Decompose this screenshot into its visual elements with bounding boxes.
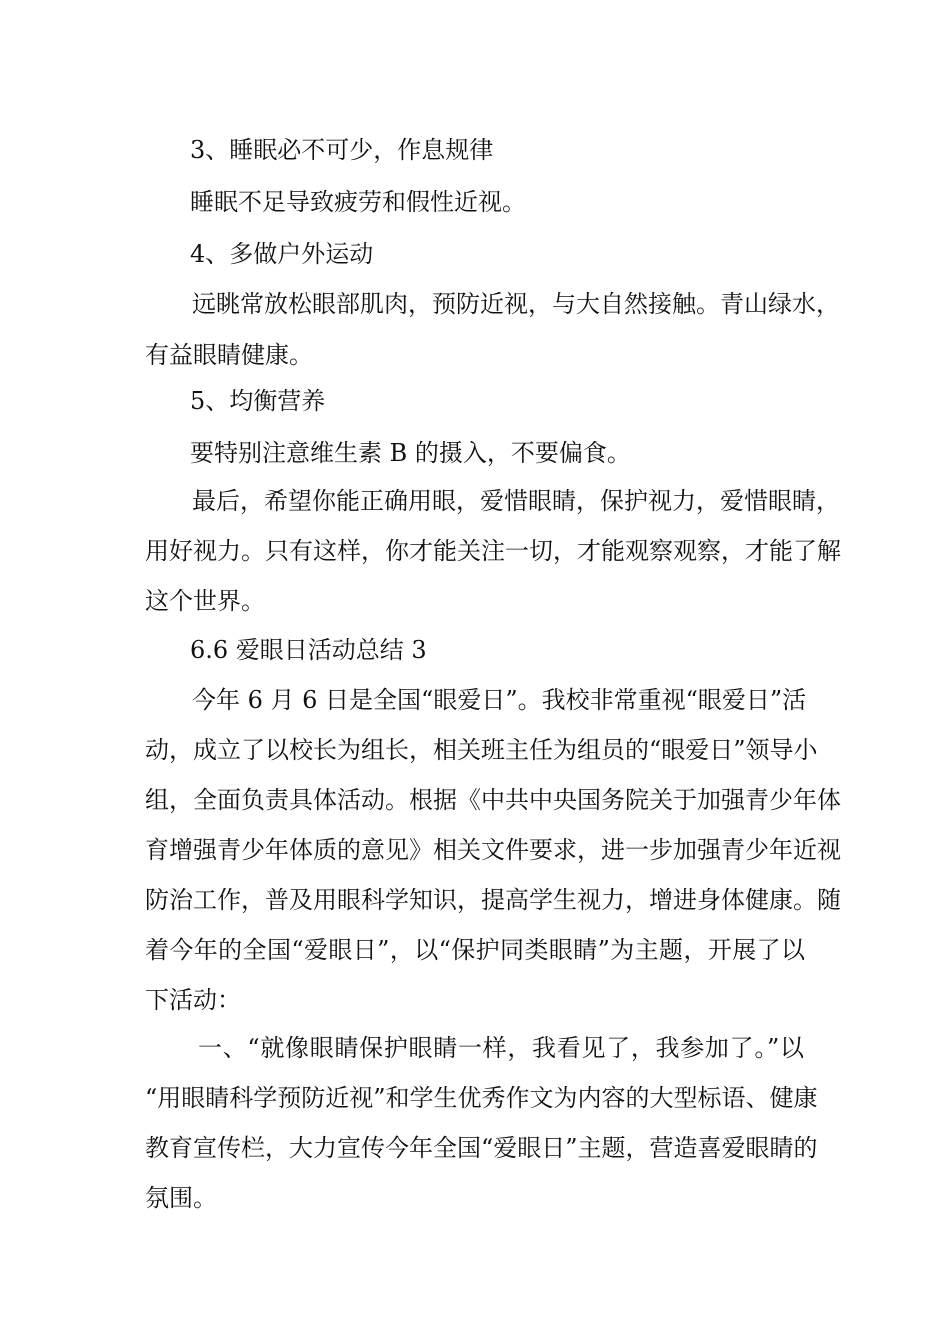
- paragraph-line: 下活动：: [145, 986, 241, 1014]
- paragraph-line: 着今年的全国“爱眼日”，以“保护同类眼睛”为主题，开展了以: [145, 936, 805, 964]
- paragraph-line: 要特别注意维生素 B 的摄入，不要偏食。: [190, 439, 631, 467]
- paragraph-line: 氛围。: [145, 1184, 217, 1212]
- heading-sleep: 3、睡眠必不可少，作息规律: [190, 136, 494, 164]
- paragraph-line: 一、“就像眼睛保护眼睛一样，我看见了，我参加了。”以: [198, 1034, 804, 1062]
- paragraph-line: 防治工作，普及用眼科学知识，提高学生视力，增进身体健康。随: [145, 886, 841, 914]
- paragraph-line: 教育宣传栏，大力宣传今年全国“爱眼日”主题，营造喜爱眼睛的: [145, 1134, 818, 1162]
- paragraph-line: 最后，希望你能正确用眼，爱惜眼睛，保护视力，爱惜眼睛，: [192, 487, 840, 515]
- paragraph-line: 用好视力。只有这样，你才能关注一切，才能观察观察，才能了解: [145, 537, 841, 565]
- paragraph-line: 育增强青少年体质的意见》相关文件要求，进一步加强青少年近视: [145, 836, 841, 864]
- paragraph-line: 这个世界。: [145, 587, 265, 615]
- section-title: 6.6 爱眼日活动总结 3: [190, 636, 427, 664]
- paragraph-line: 今年 6 月 6 日是全国“眼爱日”。我校非常重视“眼爱日”活: [192, 686, 807, 714]
- heading-outdoor: 4、多做户外运动: [190, 240, 374, 268]
- heading-nutrition: 5、均衡营养: [190, 387, 326, 415]
- paragraph-line: 远眺常放松眼部肌肉，预防近视，与大自然接触。青山绿水，: [192, 290, 840, 318]
- paragraph-line: 有益眼睛健康。: [145, 341, 313, 369]
- paragraph-line: 睡眠不足导致疲劳和假性近视。: [190, 188, 526, 216]
- paragraph-line: 动，成立了以校长为组长，相关班主任为组员的“眼爱日”领导小: [145, 736, 818, 764]
- paragraph-line: “用眼睛科学预防近视”和学生优秀作文为内容的大型标语、健康: [145, 1084, 818, 1112]
- paragraph-line: 组，全面负责具体活动。根据《中共中央国务院关于加强青少年体: [145, 786, 841, 814]
